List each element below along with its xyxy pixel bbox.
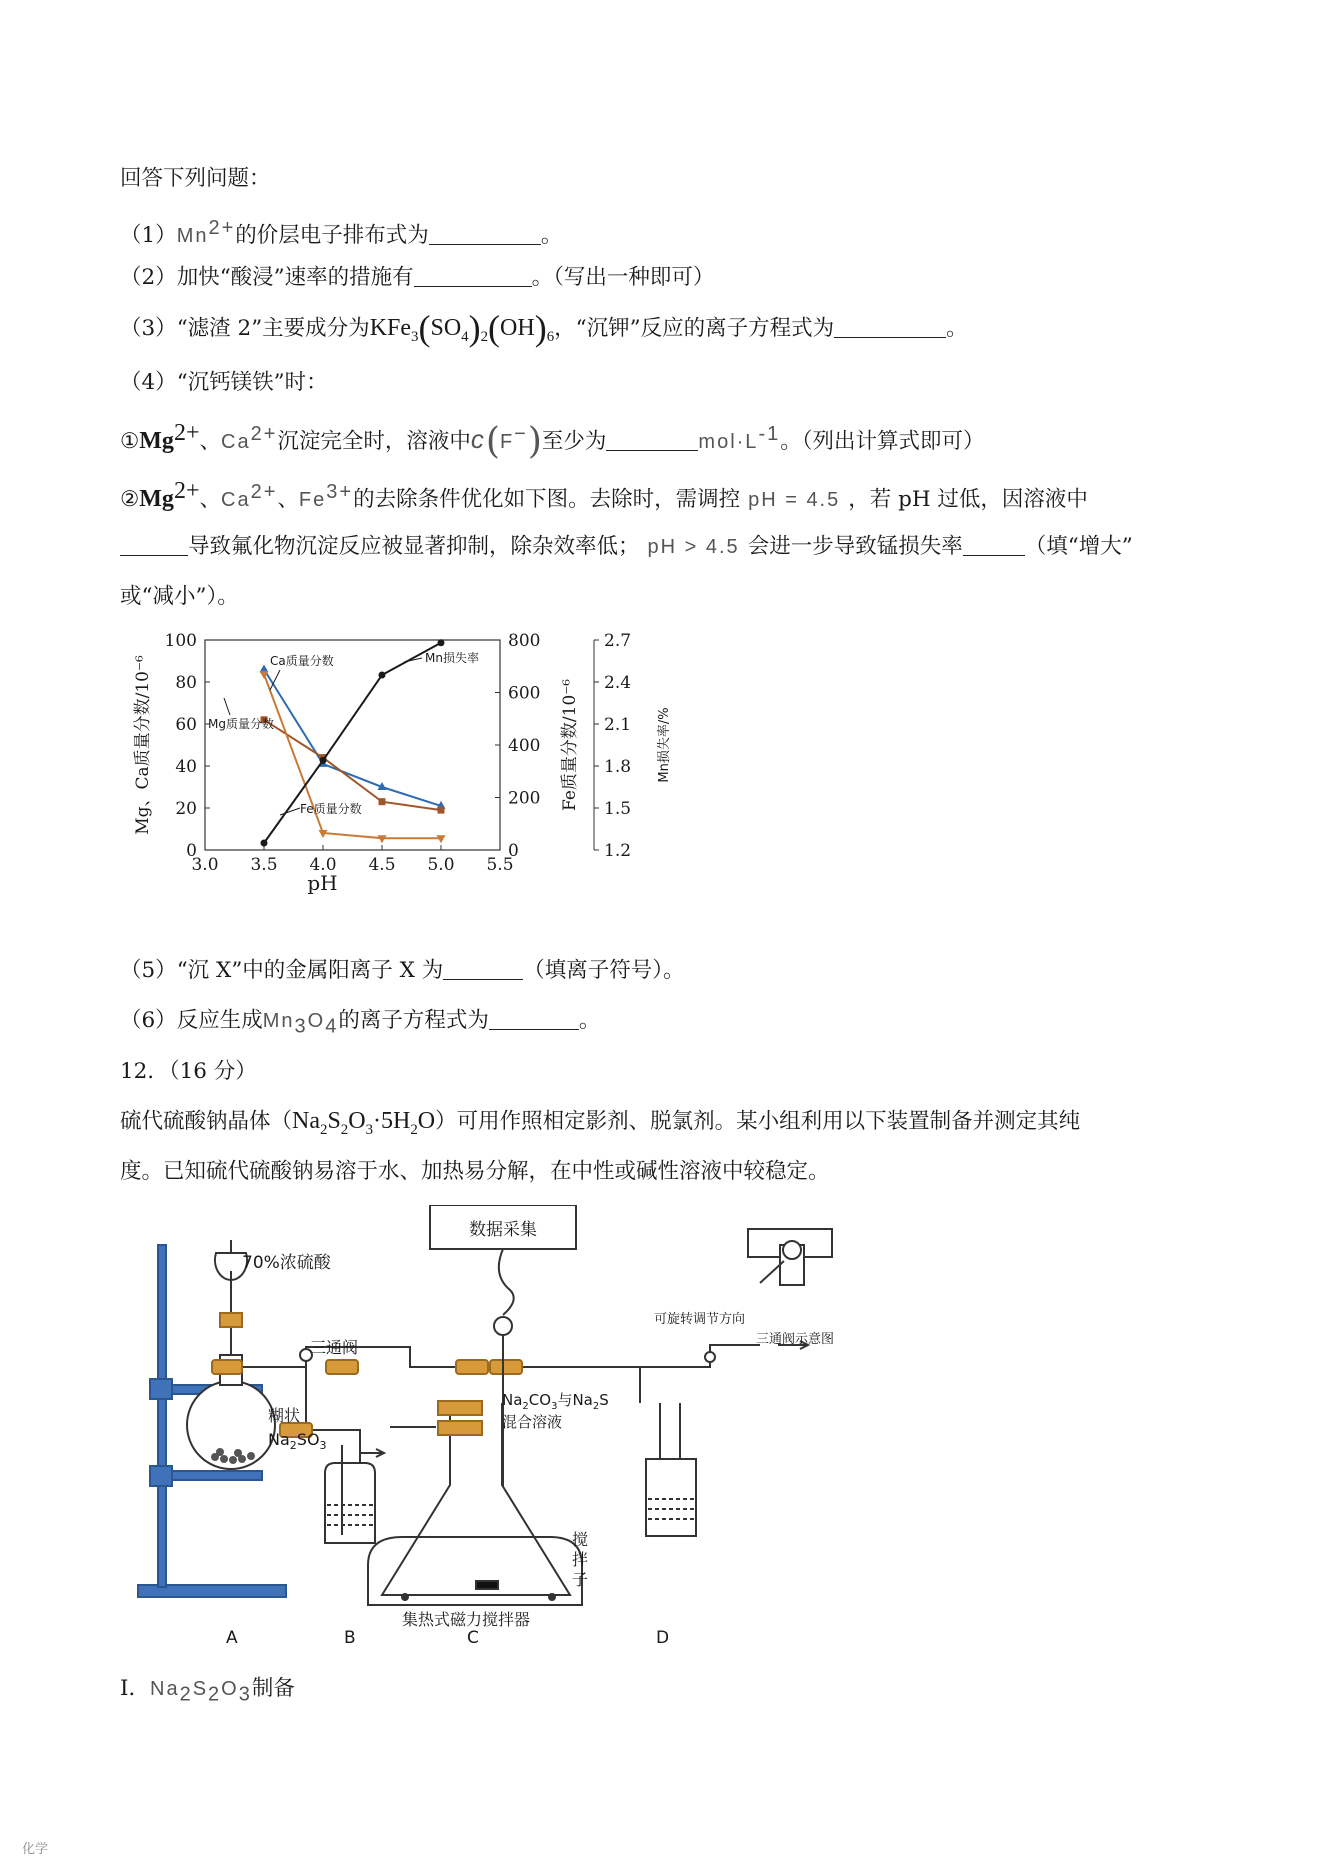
- stir-bar: [476, 1581, 498, 1589]
- answer-blank: [834, 315, 946, 338]
- y2-tick-label: 400: [508, 736, 541, 756]
- x-tick-label: 4.0: [309, 855, 337, 875]
- stirrer-label-3: 子: [572, 1570, 589, 1589]
- y3-tick-label: 2.7: [604, 631, 632, 651]
- y1-axis-label: Mg、Ca质量分数/10⁻⁶: [133, 655, 153, 835]
- intro-line: 回答下列问题：: [120, 166, 271, 191]
- answer-blank: [120, 533, 188, 556]
- question-4-1: $①Mg^{2+}$、$Ca^{2+}$沉淀完全时，溶液中c(F−)至少为 $mol\cdot L^{-1}$。（列出计算式即可）: [120, 420, 985, 463]
- data-collection-label: 数据采集: [469, 1220, 537, 1240]
- fe-series-label: Fe质量分数: [300, 802, 362, 816]
- magnetic-stirrer-label: 集热式磁力搅拌器: [402, 1610, 531, 1629]
- y1-tick-label: 100: [164, 631, 197, 651]
- ca-series-label: Ca质量分数: [270, 654, 334, 668]
- mg-series-label: Mg质量分数: [208, 717, 274, 731]
- removal-condition-chart: [120, 620, 680, 940]
- label-c: C: [467, 1628, 479, 1648]
- bottle-d: [646, 1459, 696, 1536]
- annotation-arrow: [224, 698, 230, 715]
- question-4: （4）“沉钙镁铁”时：: [120, 370, 328, 395]
- mixture-label-1: $Na_2CO_3$与$Na_2S$: [502, 1391, 609, 1412]
- formula-kfe3: $KFe_3(SO_4)_2(OH)_6$: [369, 308, 555, 348]
- data-point: [438, 807, 445, 814]
- valve-label: 三通阀: [310, 1338, 359, 1357]
- answer-blank: [429, 222, 541, 245]
- question-4-2: $②Mg^{2+}$、$Ca^{2+}$、$Fe^{3+}$的去除条件优化如下图。去除时，需调控 pH = 4.5 ，若 pH 过低，因溶液中: [120, 478, 1088, 513]
- mn-series-label: Mn损失率: [425, 651, 479, 665]
- chart-plot-frame: [205, 640, 500, 850]
- question-4-2-cont: 导致氟化物沉淀反应被显著抑制，除杂效率低； pH > 4.5 会进一步导致锰损失率 （填“增大”: [120, 532, 1133, 562]
- x-tick-label: 5.5: [486, 855, 514, 875]
- question-3: （3）“滤渣 2”主要成分为$KFe_3(SO_4)_2(OH)_6$，“沉钾”反应的离子方程式为 。: [120, 308, 968, 348]
- answer-blank: [489, 1007, 579, 1030]
- data-point: [261, 840, 268, 847]
- data-point: [379, 798, 386, 805]
- question-5: （5）“沉 X”中的金属阳离子 X 为 （填离子符号）。: [120, 958, 685, 983]
- section-1-heading: Ⅰ．$Na_2S_2O_3$制备: [120, 1676, 295, 1706]
- question-4-2-end: 或“减小”）。: [120, 584, 239, 609]
- y2-tick-label: 0: [508, 841, 519, 861]
- y3-tick-label: 1.8: [604, 757, 632, 777]
- round-flask: [187, 1381, 275, 1469]
- y1-tick-label: 0: [186, 841, 197, 861]
- bottle-b: [325, 1463, 375, 1543]
- paste-label: 糊状: [268, 1406, 301, 1425]
- y1-tick-label: 40: [175, 757, 197, 777]
- answer-blank: [606, 428, 698, 451]
- stirrer-label-1: 搅: [572, 1530, 589, 1549]
- apparatus-diagram: [120, 1205, 880, 1650]
- x-axis-label: pH: [307, 871, 338, 895]
- y3-axis-label: Mn损失率/%: [657, 707, 672, 783]
- y1-tick-label: 80: [175, 673, 197, 693]
- sensor-bulb: [494, 1317, 512, 1335]
- rotate-label: 可旋转调节方向: [654, 1312, 746, 1327]
- funnel-stopper: [220, 1313, 242, 1327]
- question-12-header: 12．（16 分）: [120, 1059, 257, 1084]
- y1-tick-label: 20: [175, 799, 197, 819]
- mixture-label-2: 混合溶液: [502, 1413, 563, 1431]
- y3-tick-label: 2.1: [604, 715, 632, 735]
- na2so3-label: $Na_2SO_3$: [268, 1430, 327, 1452]
- y2-tick-label: 800: [508, 631, 541, 651]
- label-d: D: [656, 1628, 670, 1648]
- answer-blank: [443, 957, 523, 980]
- data-point: [320, 757, 327, 764]
- x-tick-label: 5.0: [427, 855, 455, 875]
- mn-ion: Mn: [176, 225, 209, 248]
- y1-tick-label: 60: [175, 715, 197, 735]
- x-tick-label: 4.5: [368, 855, 396, 875]
- stand-rod: [158, 1245, 166, 1587]
- stirrer-label-2: 拌: [572, 1550, 589, 1569]
- question-12-intro-2: 度。已知硫代硫酸钠易溶于水、加热易分解，在中性或碱性溶液中较稳定。: [120, 1159, 830, 1184]
- y3-tick-label: 2.4: [604, 673, 632, 693]
- y2-axis-label: Fe质量分数/10⁻⁶: [560, 678, 580, 812]
- y3-tick-label: 1.5: [604, 799, 632, 819]
- answer-blank: [414, 264, 532, 287]
- y3-tick-label: 1.2: [604, 841, 632, 861]
- question-12-intro: 硫代硫酸钠晶体$(Na_2S_2O_3\cdot 5H_2O)$可用作照相定影剂、脱氯剂。某小组利用以下装置制备并测定其纯: [120, 1108, 1081, 1138]
- answer-blank: [963, 533, 1025, 556]
- x-tick-label: 3.5: [250, 855, 278, 875]
- x-tick-label: 3.0: [191, 855, 219, 875]
- data-point: [379, 672, 386, 679]
- annotation-arrow: [280, 808, 300, 815]
- question-2: （2）加快“酸浸”速率的措施有 。（写出一种即可）: [120, 265, 715, 290]
- question-1: $(1)Mn^{2+}$的价层电子排布式为 。: [120, 217, 563, 249]
- valve-diagram-label: 三通阀示意图: [756, 1332, 835, 1347]
- y2-tick-label: 600: [508, 683, 541, 704]
- footer-subject: 化学: [22, 1842, 49, 1857]
- label-b: B: [344, 1628, 356, 1648]
- data-point: [438, 639, 445, 646]
- acid-label: 70%浓硫酸: [242, 1253, 331, 1273]
- y2-tick-label: 200: [508, 788, 541, 809]
- question-6: （6）反应生成$Mn_3O_4$的离子方程式为 。: [120, 1008, 601, 1038]
- label-a: A: [226, 1628, 238, 1648]
